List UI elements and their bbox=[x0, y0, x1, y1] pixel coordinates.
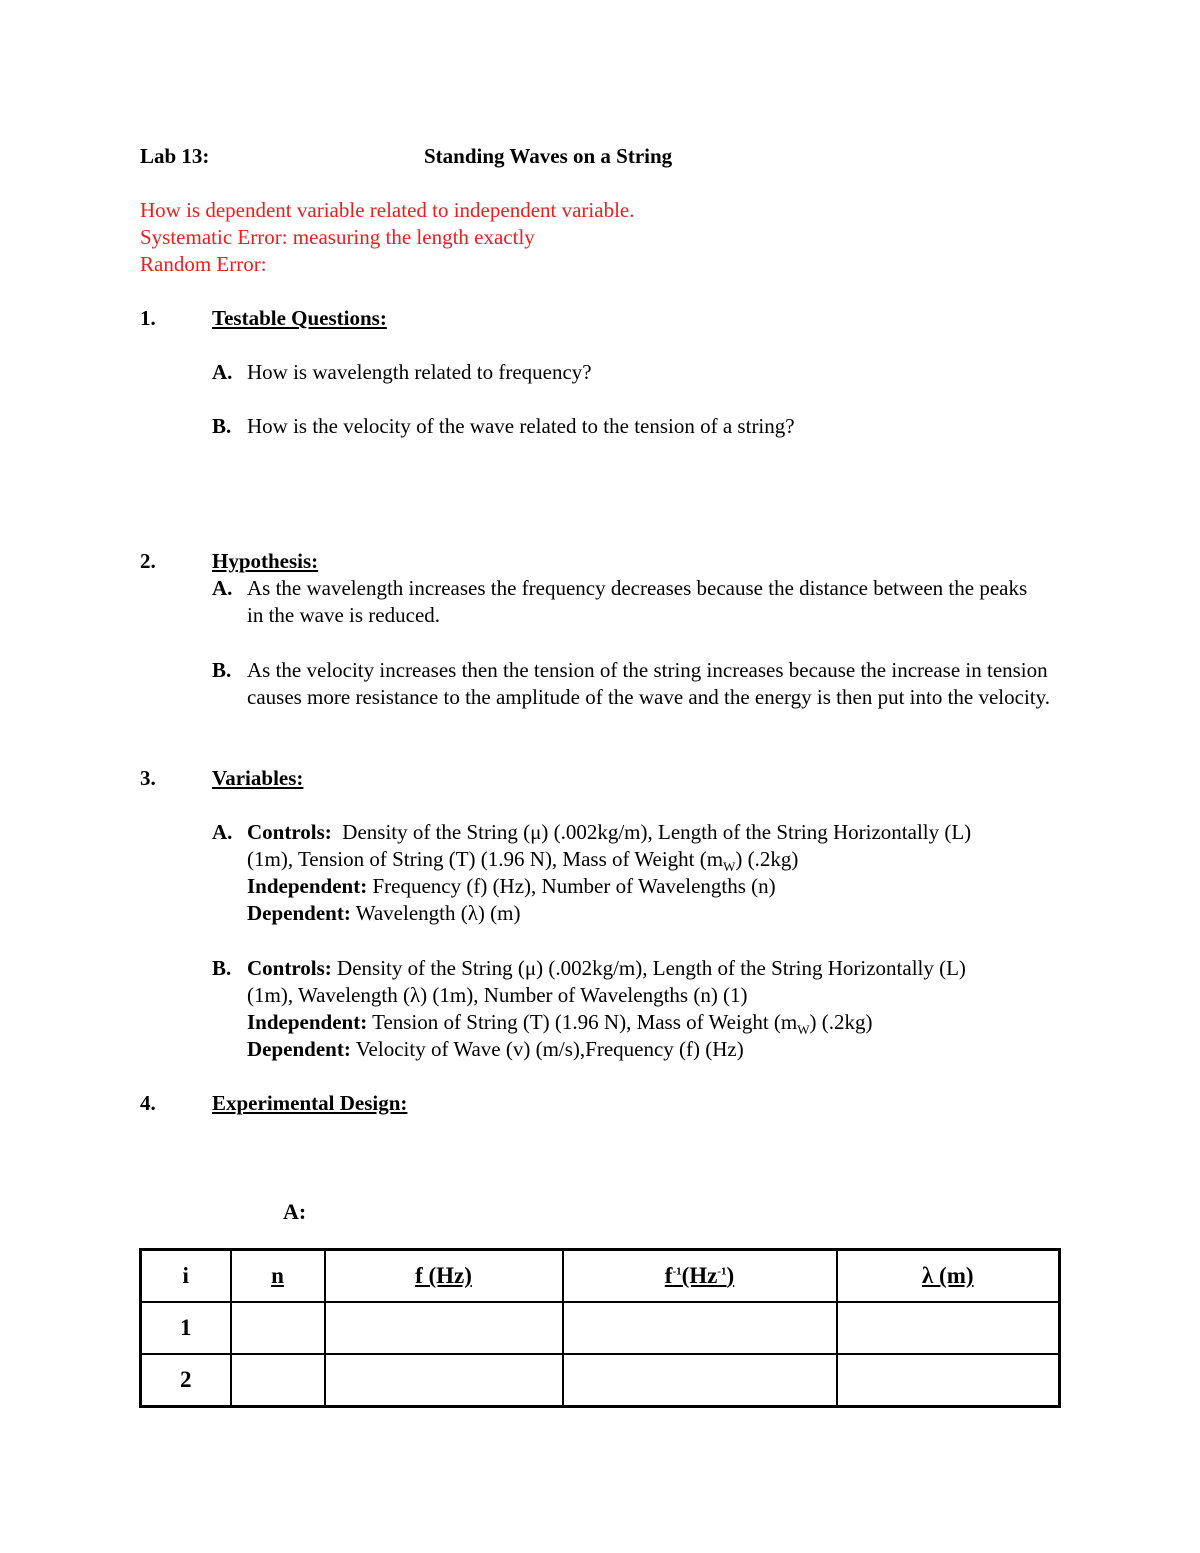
hypothesis-text: As the wavelength increases the frequency decreases because the distance between the peaks in the wave is reduced. bbox=[247, 576, 1028, 627]
header-cell: $f^{-1}(Hz^{-1})$ bbox=[563, 1250, 837, 1303]
variables-b bbox=[212, 955, 1072, 1063]
subscript: W bbox=[723, 859, 736, 875]
table-cell[interactable] bbox=[837, 1354, 1060, 1407]
question-a bbox=[212, 359, 1072, 386]
controls-text: (1m), Wavelength (λ) (1m), Number of Wavelengths (n) (1) bbox=[247, 983, 748, 1007]
item-letter: A. bbox=[212, 360, 233, 384]
item-letter: B. bbox=[212, 414, 232, 438]
question-b bbox=[212, 413, 1072, 440]
table-row bbox=[141, 1354, 1060, 1407]
note-line: Random Error: bbox=[140, 252, 267, 276]
note-line: How is dependent variable related to independent variable. bbox=[140, 198, 635, 222]
controls-text: ) (.2kg) bbox=[735, 847, 799, 871]
item-letter: B. bbox=[212, 956, 232, 980]
row-index: 1 bbox=[141, 1302, 231, 1354]
item-letter: A. bbox=[212, 576, 233, 600]
part-label: A: bbox=[283, 1199, 307, 1224]
hypothesis-a bbox=[212, 575, 1042, 629]
section-number: 3. bbox=[140, 766, 156, 790]
section-number: 1. bbox=[140, 306, 156, 330]
controls-label: Controls: bbox=[247, 956, 332, 980]
header-cell: λ (m) bbox=[837, 1250, 1060, 1303]
hypothesis-text: As the velocity increases then the tension of the string increases because the increase in tension causes more resistance to the amplitude of the wave and the energy is then put into the velocity. bbox=[247, 658, 1051, 709]
hypothesis-b bbox=[212, 657, 1062, 711]
independent-label: Independent: bbox=[247, 1010, 368, 1034]
row-index: 2 bbox=[141, 1354, 231, 1407]
section-number: 4. bbox=[140, 1091, 156, 1115]
dependent-text: Velocity of Wave (v) (m/s),Frequency (f) (Hz) bbox=[355, 1037, 744, 1061]
controls-text: Density of the String (μ) (.002kg/m), Length of the String Horizontally (L) bbox=[337, 956, 966, 980]
note-line: Systematic Error: measuring the length exactly bbox=[140, 225, 535, 249]
independent-text: Tension of String (T) (1.96 N), Mass of Weight (m bbox=[372, 1010, 798, 1034]
item-letter: B. bbox=[212, 658, 232, 682]
question-text: How is wavelength related to frequency? bbox=[247, 360, 592, 384]
item-letter: A. bbox=[212, 820, 233, 844]
table-cell[interactable] bbox=[563, 1354, 837, 1407]
lab-number: Lab 13: bbox=[140, 144, 210, 168]
table-cell[interactable] bbox=[563, 1302, 837, 1354]
table-header-row bbox=[141, 1250, 1060, 1303]
table-cell[interactable] bbox=[837, 1302, 1060, 1354]
table-cell[interactable] bbox=[325, 1354, 563, 1407]
section-number: 2. bbox=[140, 549, 156, 573]
subscript: W bbox=[797, 1022, 810, 1038]
table-cell[interactable] bbox=[231, 1354, 325, 1407]
variables-a bbox=[212, 819, 1072, 927]
independent-text: ) (.2kg) bbox=[809, 1010, 873, 1034]
page-title: Standing Waves on a String bbox=[424, 144, 673, 168]
independent-label: Independent: bbox=[247, 874, 368, 898]
independent-text: Frequency (f) (Hz), Number of Wavelengths (n) bbox=[372, 874, 776, 898]
dependent-text: Wavelength (λ) (m) bbox=[355, 901, 521, 925]
header-cell: i bbox=[141, 1250, 231, 1303]
controls-text: (1m), Tension of String (T) (1.96 N), Mass of Weight (m bbox=[247, 847, 724, 871]
table-cell[interactable] bbox=[325, 1302, 563, 1354]
controls-text: Density of the String (μ) (.002kg/m), Length of the String Horizontally (L) bbox=[342, 820, 972, 844]
section-heading: Experimental Design: bbox=[212, 1091, 408, 1115]
question-text: How is the velocity of the wave related to the tension of a string? bbox=[247, 414, 795, 438]
controls-label: Controls: bbox=[247, 820, 332, 844]
table-cell[interactable] bbox=[231, 1302, 325, 1354]
section-heading: Variables: bbox=[212, 766, 304, 790]
section-heading: Hypothesis: bbox=[212, 549, 319, 573]
section-heading: Testable Questions: bbox=[212, 306, 387, 330]
data-table bbox=[139, 1248, 1061, 1408]
header-cell: n bbox=[231, 1250, 325, 1303]
header-cell: f (Hz) bbox=[325, 1250, 563, 1303]
dependent-label: Dependent: bbox=[247, 1037, 351, 1061]
table-row bbox=[141, 1302, 1060, 1354]
dependent-label: Dependent: bbox=[247, 901, 351, 925]
